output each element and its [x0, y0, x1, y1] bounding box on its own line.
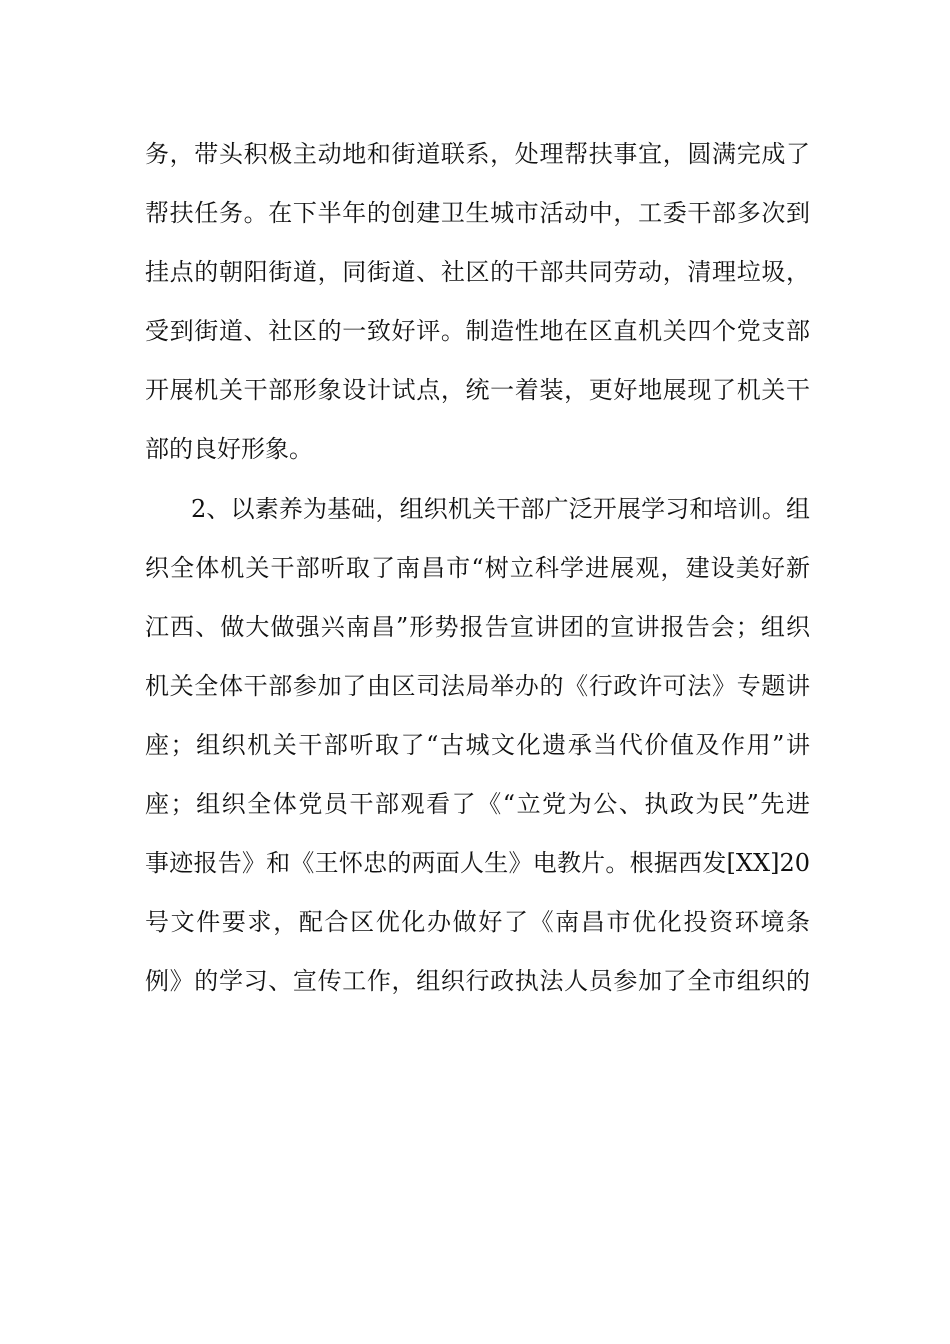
text-line: 例》的学习、宣传工作，组织行政执法人员参加了全市组织的 — [145, 967, 810, 996]
text-line: 务，带头积极主动地和街道联系，处理帮扶事宜，圆满完成了 — [145, 140, 810, 168]
text-line: 机关全体干部参加了由区司法局举办的《行政许可法》专题讲 — [145, 671, 810, 700]
paragraph-start-line: 2、以素养为基础，组织机关干部广泛开展学习和培训。组 — [191, 494, 810, 523]
text-line: 帮扶任务。在下半年的创建卫生城市活动中，工委干部多次到 — [145, 199, 810, 228]
text-line: 织全体机关干部听取了南昌市“树立科学进展观，建设美好新 — [145, 553, 810, 582]
body-text — [145, 125, 810, 1011]
text-line: 座；组织全体党员干部观看了《“立党为公、执政为民”先进 — [145, 790, 810, 819]
text-line: 受到街道、社区的一致好评。制造性地在区直机关四个党支部 — [145, 317, 810, 346]
text-line: 事迹报告》和《王怀忠的两面人生》电教片。根据西发[XX]20 — [145, 849, 810, 878]
text-line: 号文件要求，配合区优化办做好了《南昌市优化投资环境条 — [145, 908, 810, 937]
text-line: 部的良好形象。 — [145, 435, 313, 464]
text-line: 开展机关干部形象设计试点，统一着装，更好地展现了机关干 — [145, 376, 810, 405]
text-line: 江西、做大做强兴南昌”形势报告宣讲团的宣讲报告会；组织 — [145, 612, 810, 641]
text-line: 挂点的朝阳街道，同街道、社区的干部共同劳动，清理垃圾， — [145, 258, 810, 287]
text-line: 座；组织机关干部听取了“古城文化遗承当代价值及作用”讲 — [145, 730, 810, 759]
